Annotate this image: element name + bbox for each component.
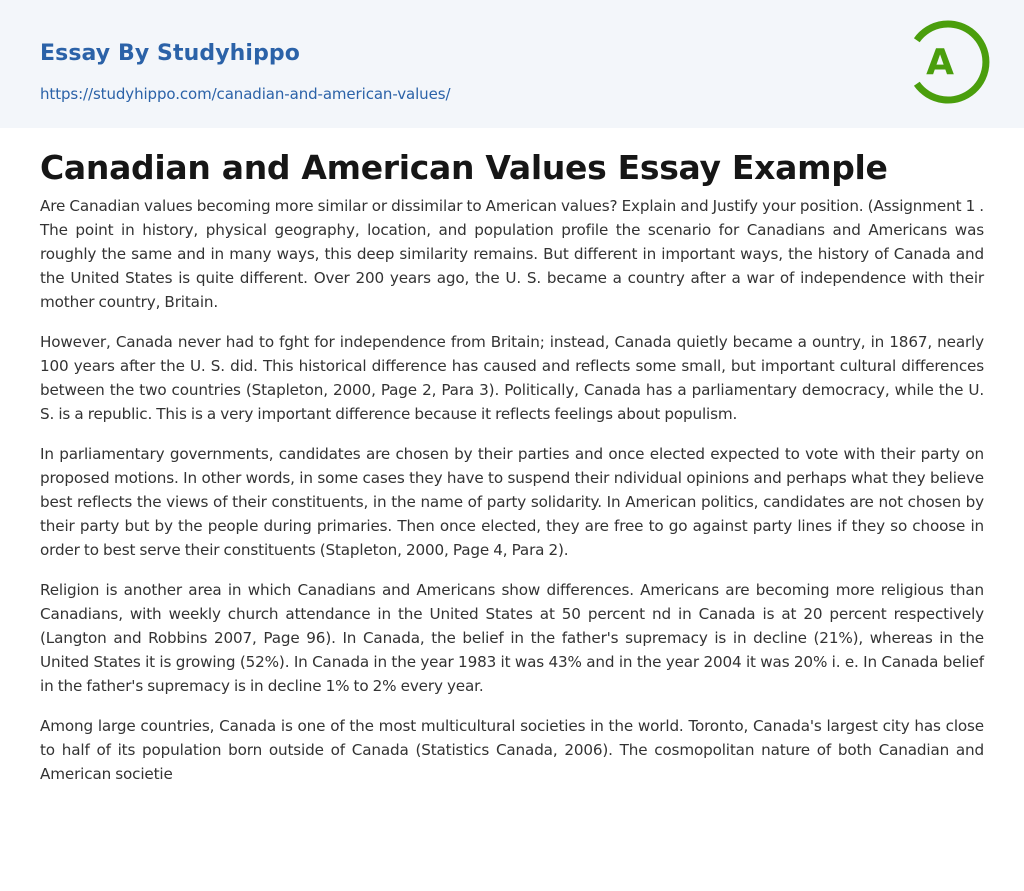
site-header [0, 0, 1024, 128]
page-title: Canadian and American Values Essay Example [40, 148, 888, 187]
essay-content [0, 148, 1024, 786]
site-title[interactable]: Essay By Studyhippo [40, 41, 300, 66]
essay-paragraph-4: Religion is another area in which Canadians and Americans show differences. Americans are becoming more religious than Canadians, with weekly church attendance in the United States at 50 percent nd in Canada is at 20 percent respectively (Langton and Robbins 2007, Page 96). In Canada, the belief in the father's supremacy is in decline (21%), whereas in the United States it is growing (52%). In Canada in the year 1983 it was 43% and in the year 2004 it was 20% i. e. In Canada belief in the father's supremacy is in decline 1% to 2% every year. [40, 581, 984, 695]
logo-letter: A [926, 42, 954, 83]
essay-url-link[interactable]: https://studyhippo.com/canadian-and-american-values/ [40, 85, 451, 103]
essay-paragraph-2: However, Canada never had to fght for independence from Britain; instead, Canada quietly became a ountry, in 1867, nearly 100 years after the U. S. did. This historical difference has caused and reflects some small, but important cultural differences between the two countries (Stapleton, 2000, Page 2, Para 3). Politically, Canada has a parliamentary democracy, while the U. S. is a republic. This is a very important difference because it reflects feelings about populism. [40, 333, 984, 423]
logo-a-circle-icon[interactable] [906, 20, 990, 104]
essay-paragraph-3: In parliamentary governments, candidates are chosen by their parties and once elected expected to vote with their party on proposed motions. In other words, in some cases they have to suspend their ndividual opinions and perhaps what they believe best reflects the views of their constituents, in the name of party solidarity. In American politics, candidates are not chosen by their party but by the people during primaries. Then once elected, they are free to go against party lines if they so choose in order to best serve their constituents (Stapleton, 2000, Page 4, Para 2). [40, 445, 984, 559]
essay-paragraph-1: Are Canadian values becoming more similar or dissimilar to American values? Explain and Justify your position. (Assignment 1 . The point in history, physical geography, location, and population profile the scenario for Canadians and Americans was roughly the same and in many ways, this deep similarity remains. But different in important ways, the history of Canada and the United States is quite different. Over 200 years ago, the U. S. became a country after a war of independence with their mother country, Britain. [40, 197, 984, 311]
essay-paragraph-5: Among large countries, Canada is one of the most multicultural societies in the world. Toronto, Canada's largest city has close to half of its population born outside of Canada (Statistics Canada, 2006). The cosmopolitan nature of both Canadian and American societie [40, 717, 984, 783]
essay-body [40, 194, 984, 786]
